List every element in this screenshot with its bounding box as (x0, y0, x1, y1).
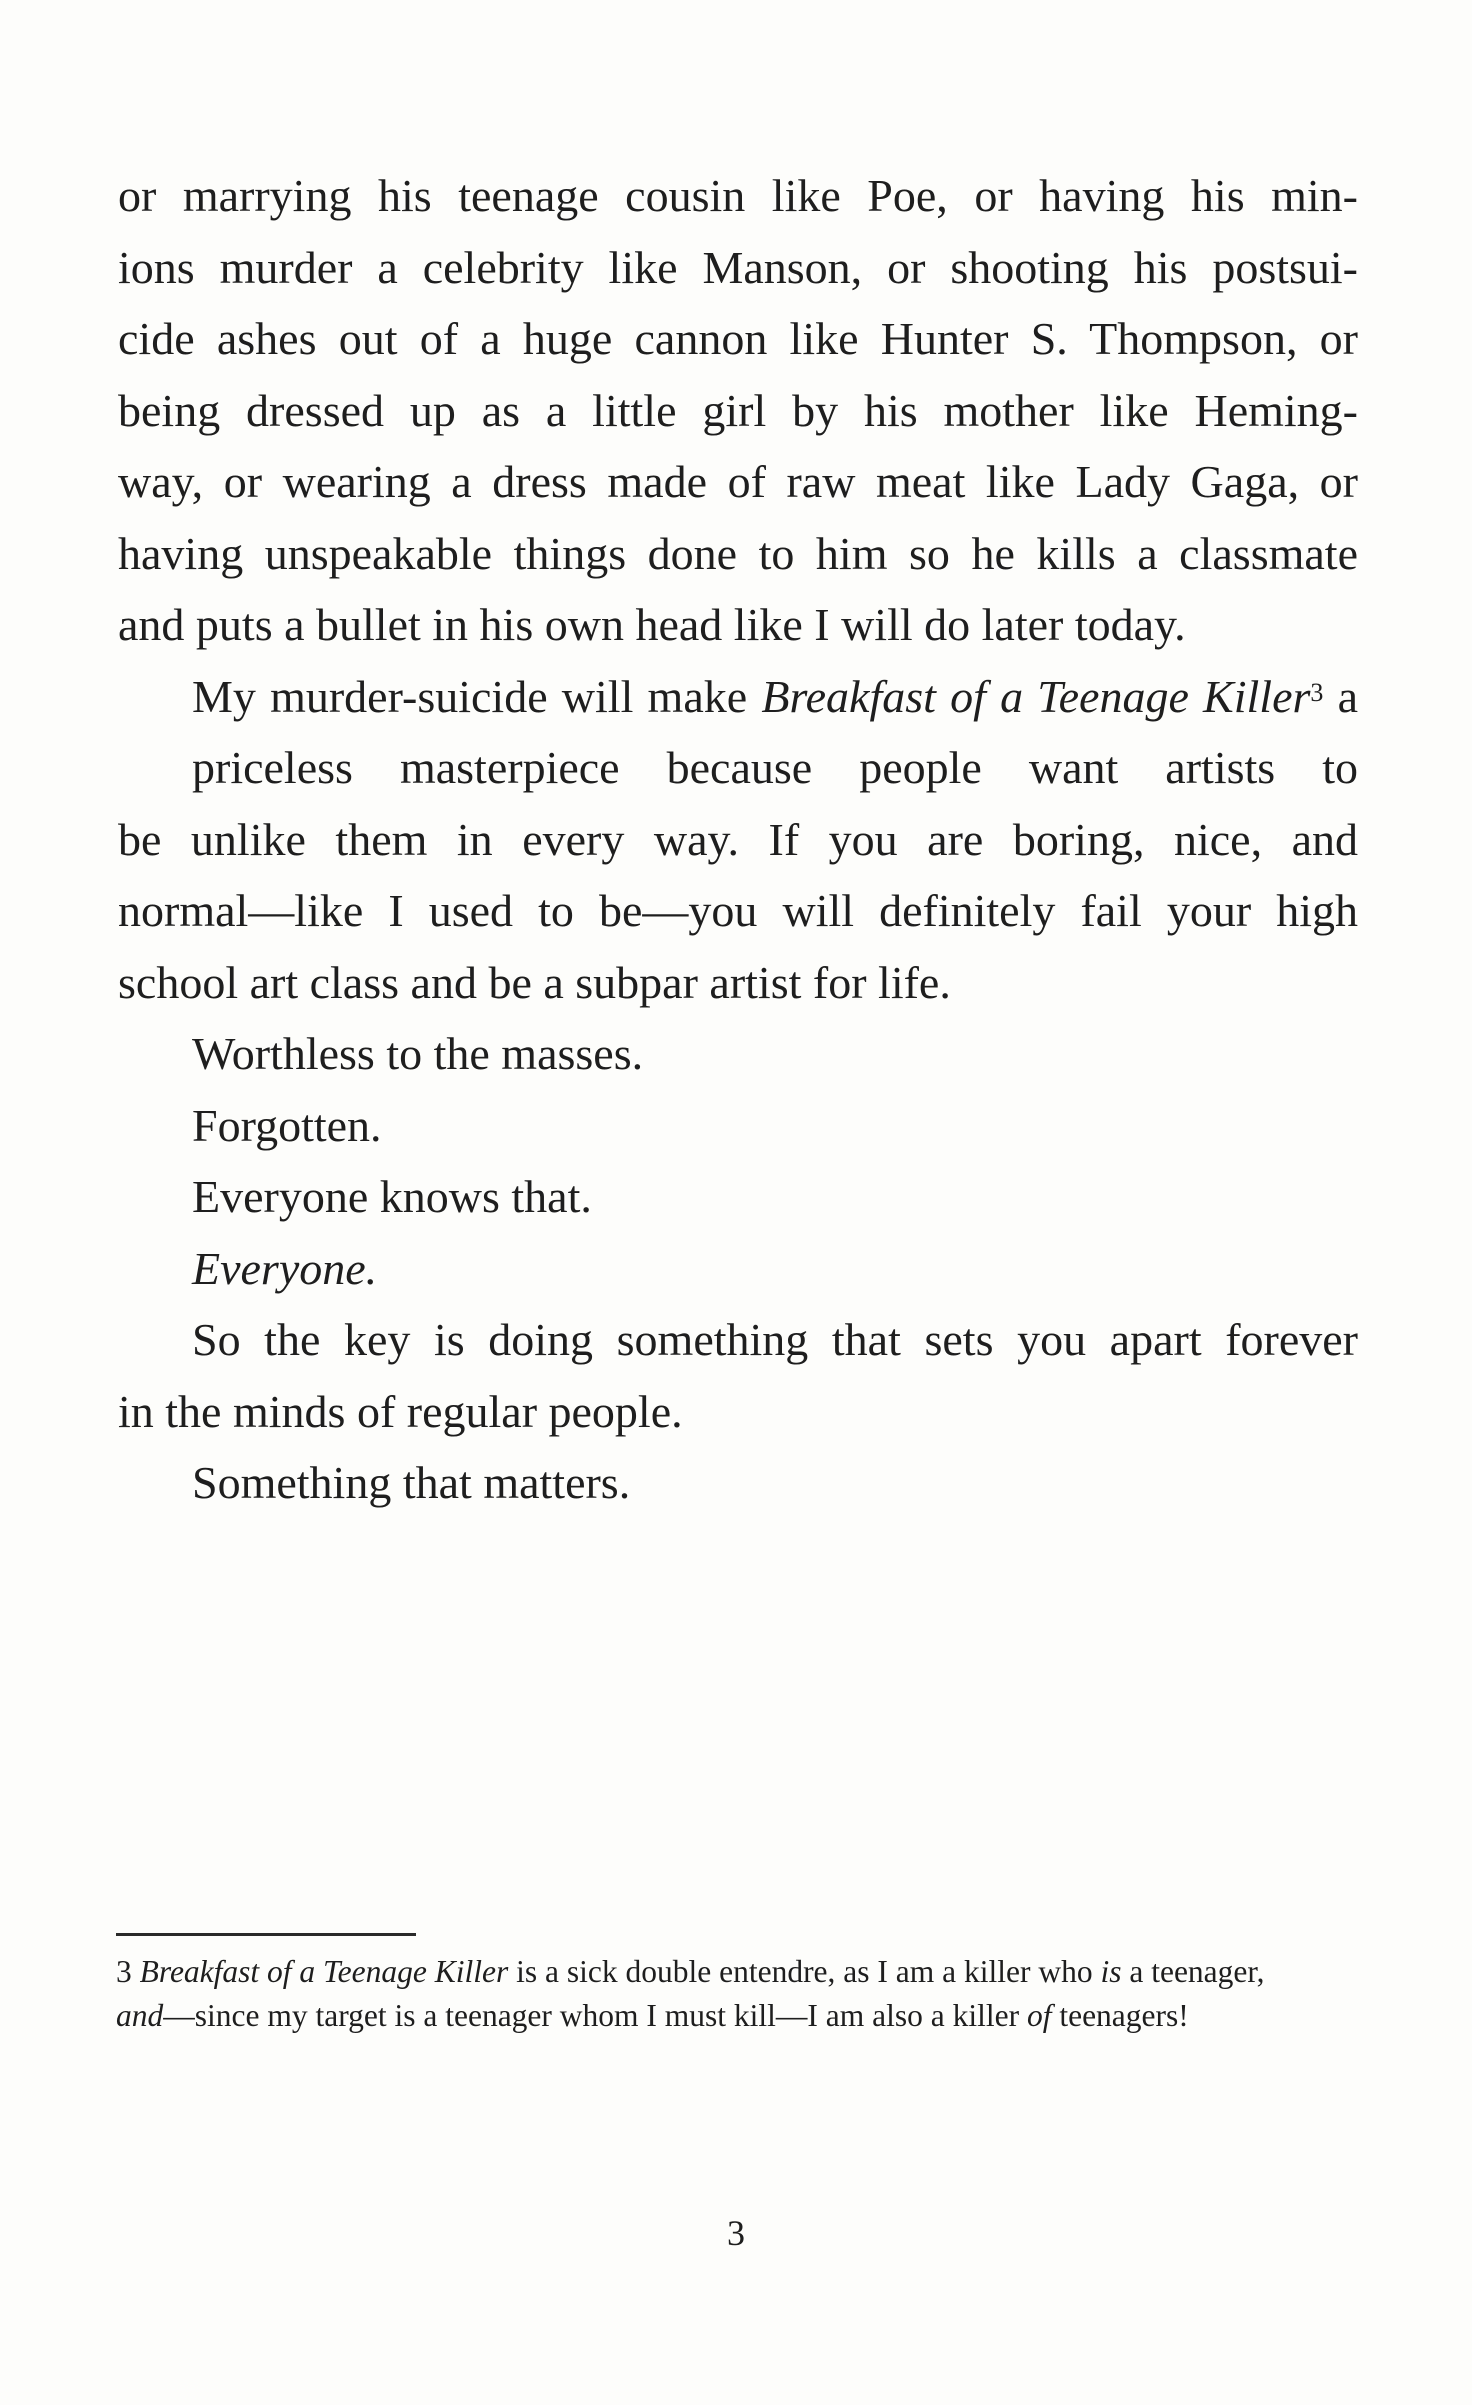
emphasis: Everyone. (192, 1242, 378, 1294)
text-segment: My murder-suicide will make (192, 670, 762, 722)
text-line: in the minds of regular people. (118, 1385, 683, 1437)
footnote-text: a teenager, (1121, 1954, 1265, 1989)
text-line-italic (118, 1233, 1358, 1305)
text-line: being dressed up as a little girl by his mother like Heming- (118, 384, 1358, 436)
footnote-emphasis: of (1026, 1998, 1052, 2033)
text-line: Everyone knows that. (192, 1171, 592, 1222)
footnote-book-title: Breakfast of a Teenage Killer (139, 1954, 509, 1989)
footnote-divider (116, 1933, 416, 1936)
text-line: Worthless to the masses. (192, 1028, 644, 1079)
footnote-number: 3 (116, 1954, 140, 1989)
text-line: having unspeakable things done to him so he kills a classmate (118, 527, 1358, 579)
footnote-emphasis: and (116, 1998, 164, 2033)
body-text (118, 160, 1358, 1519)
text-segment: a priceless masterpiece because people want artists to (192, 670, 1359, 793)
text-line: cide ashes out of a huge cannon like Hunter S. Thompson, or (118, 313, 1358, 364)
footnote-emphasis: is (1100, 1954, 1122, 1989)
text-line: and puts a bullet in his own head like I will do later today. (118, 599, 1186, 650)
text-line: Forgotten. (192, 1099, 382, 1151)
footnote-text: is a sick double entendre, as I am a killer who (508, 1954, 1101, 1989)
paragraph-two (118, 661, 1358, 804)
footnote (116, 1950, 1276, 2038)
footnote-reference: 3 (1310, 677, 1324, 707)
text-line: ions murder a celebrity like Manson, or shooting his postsui- (118, 241, 1358, 293)
page-number: 3 (727, 2213, 745, 2253)
text-line: or marrying his teenage cousin like Poe, or having his min- (118, 170, 1358, 221)
text-line: school art class and be a subpar artist for life. (118, 956, 951, 1008)
text-line: way, or wearing a dress made of raw meat like Lady Gaga, or (118, 456, 1358, 507)
text-line: So the key is doing something that sets you apart forever (192, 1314, 1358, 1365)
text-line: Something that matters. (192, 1457, 631, 1508)
footnote-text: teenagers! (1051, 1998, 1189, 2033)
footnote-text: —since my target is a teenager whom I must kill—I am also a killer (163, 1998, 1027, 2033)
text-line: be unlike them in every way. If you are boring, nice, and (118, 813, 1358, 865)
book-title: Breakfast of a Teenage Killer (761, 670, 1311, 722)
text-line: normal—like I used to be—you will definitely fail your high (118, 885, 1358, 936)
